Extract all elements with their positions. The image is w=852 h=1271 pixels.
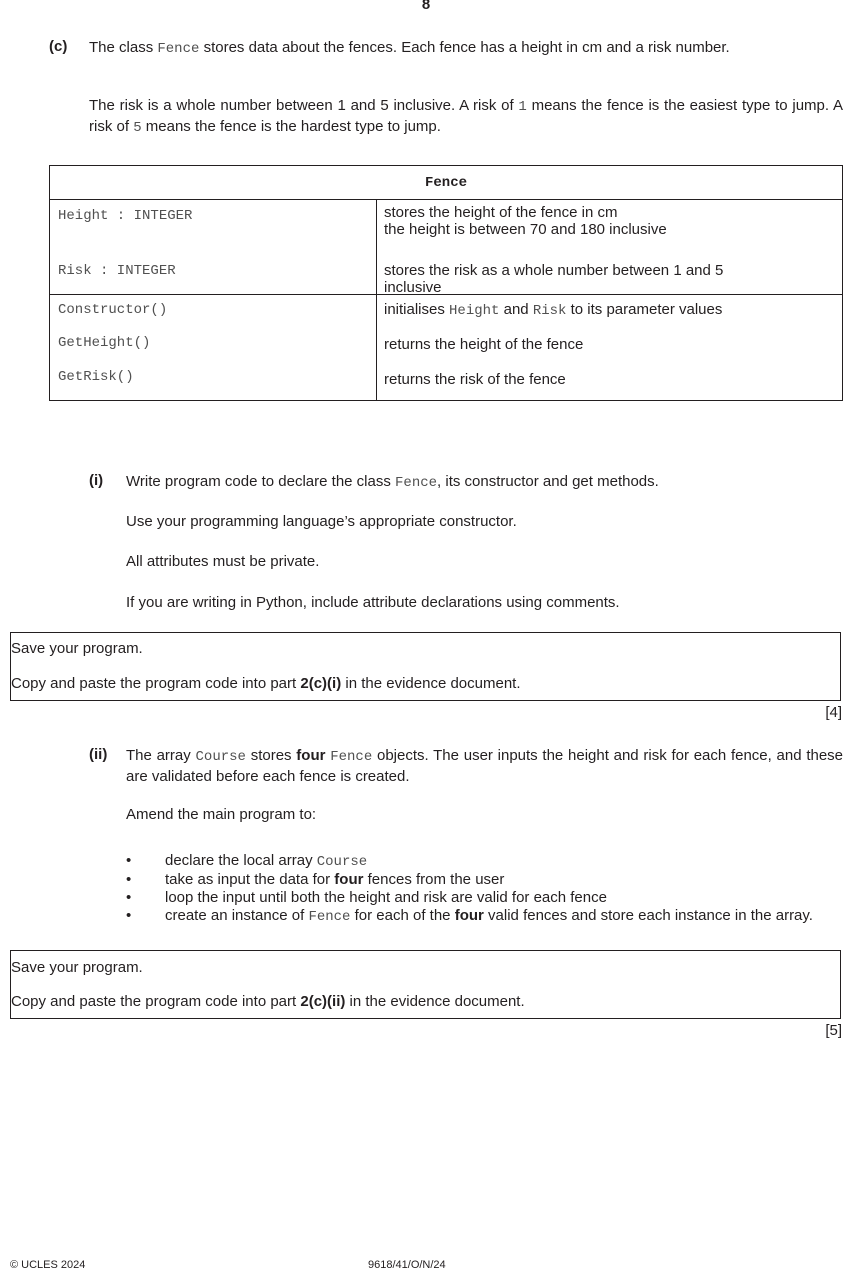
attribute-height: Height : INTEGER — [58, 208, 193, 224]
part-i-box-line2: Copy and paste the program code into part 2(c)(i) in the evidence document. — [11, 675, 521, 692]
bullet-item: • loop the input until both the height and risk are valid for each fence — [126, 889, 843, 907]
part-i-marks: [4] — [825, 704, 842, 721]
methods-names-cell — [50, 295, 377, 401]
method-getheight: GetHeight() — [58, 335, 151, 351]
table-header: Fence — [50, 166, 843, 200]
methods-desc-cell — [377, 295, 843, 401]
attributes-desc-cell — [377, 200, 843, 295]
bullet-item: • create an instance of Fence for each of the four valid fences and store each instance in the array. — [126, 907, 843, 926]
attribute-height-desc-2: the height is between 70 and 180 inclusive — [384, 221, 667, 238]
page-number: 8 — [421, 0, 431, 13]
part-c-label: (c) — [49, 38, 68, 55]
fence-class-table — [49, 165, 843, 401]
part-i-box-line1: Save your program. — [11, 640, 143, 657]
part-ii-marks: [5] — [825, 1022, 842, 1039]
part-i-instruction-box — [10, 632, 841, 701]
part-i-line3: All attributes must be private. — [126, 553, 320, 570]
part-ii-bullet-list — [126, 852, 843, 926]
part-ii-instruction-box — [10, 950, 841, 1019]
part-ii-label: (ii) — [89, 746, 108, 763]
part-ii-box-line2: Copy and paste the program code into part 2(c)(ii) in the evidence document. — [11, 993, 525, 1010]
part-i-line2: Use your programming language’s appropriate constructor. — [126, 513, 517, 530]
footer-paper-code: 9618/41/O/N/24 — [368, 1259, 446, 1271]
attribute-risk: Risk : INTEGER — [58, 263, 176, 279]
part-c-risk-text: The risk is a whole number between 1 and 5 inclusive. A risk of 1 means the fence is the easiest type to jump. A risk of 5 means the fence is the hardest type to jump. — [89, 97, 843, 136]
method-getheight-desc: returns the height of the fence — [384, 336, 584, 353]
bullet-item: • take as input the data for four fences from the user — [126, 871, 843, 889]
bullet-item: • declare the local array Course — [126, 852, 843, 871]
footer-copyright: © UCLES 2024 — [10, 1259, 86, 1271]
part-i-label: (i) — [89, 472, 104, 489]
attribute-risk-desc-2: inclusive — [384, 279, 442, 296]
part-ii-line1: The array Course stores four Fence objects. The user inputs the height and risk for each fence, and these are validated before each fence is created. — [126, 747, 844, 785]
part-ii-box-line1: Save your program. — [11, 959, 143, 976]
part-i-line4: If you are writing in Python, include attribute declarations using comments. — [126, 594, 620, 611]
part-i-line1: Write program code to declare the class Fence, its constructor and get methods. — [126, 473, 659, 491]
part-c-intro: The class Fence stores data about the fences. Each fence has a height in cm and a risk number. — [89, 39, 730, 57]
method-constructor: Constructor() — [58, 302, 168, 318]
attributes-names-cell — [50, 200, 377, 295]
part-ii-line2: Amend the main program to: — [126, 806, 317, 823]
method-constructor-desc: initialises Height and Risk to its parameter values — [384, 301, 723, 319]
attribute-risk-desc-1: stores the risk as a whole number between 1 and 5 — [384, 262, 724, 279]
attribute-height-desc-1: stores the height of the fence in cm — [384, 204, 618, 221]
method-getrisk-desc: returns the risk of the fence — [384, 371, 566, 388]
method-getrisk: GetRisk() — [58, 369, 134, 385]
